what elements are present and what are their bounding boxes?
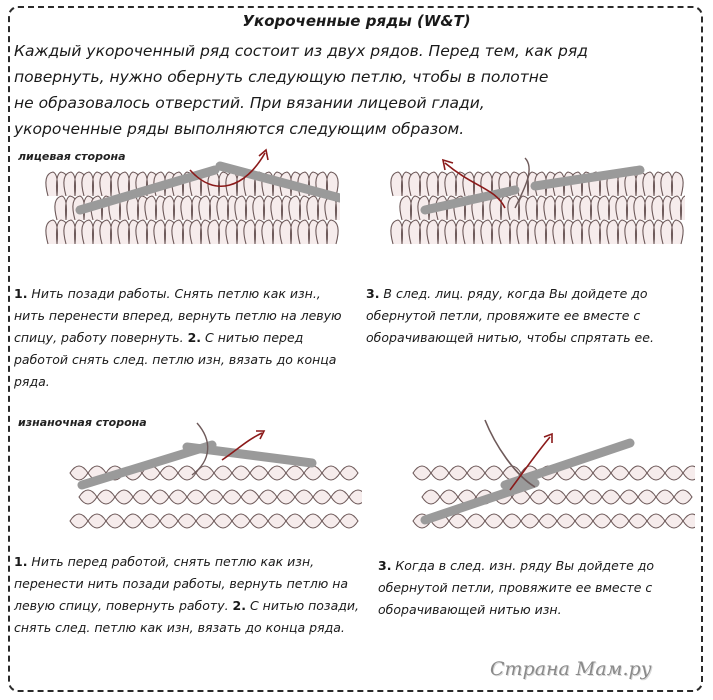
- stitch-loop: [169, 490, 187, 504]
- knit-step3-text: [366, 283, 696, 349]
- stitch-loop: [151, 490, 169, 504]
- purl-step3-text: [378, 555, 678, 621]
- stitch-loop: [286, 514, 304, 528]
- stitch-loop: [331, 490, 349, 504]
- stitch-loop: [485, 514, 503, 528]
- step-text: Когда в след. изн. ряду Вы дойдете до обернутой петли, провяжите ее вместе с оборачивающей нитью изн.: [378, 558, 655, 617]
- stitch-loop: [196, 514, 214, 528]
- stitch-loop: [575, 514, 593, 528]
- stitch-loop: [340, 466, 358, 480]
- stitch-loop: [88, 514, 106, 528]
- stitch-loop: [647, 466, 665, 480]
- step-number: 2.: [232, 598, 246, 613]
- stitch-loop: [79, 490, 97, 504]
- stitch-loop: [593, 466, 611, 480]
- stitch-loop: [449, 514, 467, 528]
- stitch-loop: [178, 514, 196, 528]
- intro-line: Каждый укороченный ряд состоит из двух рядов. Перед тем, как ряд: [14, 42, 588, 60]
- stitch-loop: [313, 490, 331, 504]
- purl-fabric: [413, 466, 695, 528]
- intro-line: не образовалось отверстий. При вязании лицевой глади,: [14, 94, 485, 112]
- stitch-loop: [178, 466, 196, 480]
- page-title: Укороченные ряды (W&T): [242, 12, 471, 30]
- stitch-loop: [316, 220, 338, 244]
- stitch-loop: [431, 466, 449, 480]
- stitch-loop: [665, 514, 683, 528]
- stitch-loop: [124, 514, 142, 528]
- knit-step1-text: [14, 283, 344, 393]
- stitch-loop: [232, 466, 250, 480]
- stitch-loop: [467, 514, 485, 528]
- stitch-loop: [304, 466, 322, 480]
- stitch-loop: [602, 490, 620, 504]
- stitch-loop: [611, 466, 629, 480]
- stitch-loop: [629, 514, 647, 528]
- step-number: 2.: [187, 330, 202, 345]
- stitch-loop: [349, 490, 362, 504]
- knit-step3-illustration: [385, 148, 685, 276]
- stitch-loop: [133, 490, 151, 504]
- stitch-loop: [295, 490, 313, 504]
- purl-step1-text: [14, 551, 359, 639]
- stitch-loop: [467, 466, 485, 480]
- purl-step3-illustration: [405, 415, 695, 540]
- step-text: В след. лиц. ряду, когда Вы дойдете до обернутой петли, провяжите ее вместе с оборачивающей нитью, чтобы спрятать ее.: [366, 286, 654, 345]
- step-text: С нитью перед работой снять след. петлю изн, вязать до конца ряда.: [14, 330, 337, 389]
- stitch-loop: [638, 490, 656, 504]
- stitch-loop: [259, 490, 277, 504]
- stitch-loop: [70, 514, 88, 528]
- step-text: Нить позади работы. Снять петлю как изн., нить перенести вперед, вернуть петлю на левую спицу, работу повернуть.: [14, 286, 342, 345]
- knit-step1-illustration: [40, 148, 340, 276]
- step-number: 3.: [378, 558, 392, 573]
- purl-step1-illustration: [62, 415, 362, 540]
- stitch-loop: [413, 466, 431, 480]
- stitch-loop: [142, 514, 160, 528]
- stitch-loop: [521, 514, 539, 528]
- watermark-logo: Страна Мам.ру: [490, 658, 652, 680]
- step-text: Нить перед работой, снять петлю как изн, перенести нить позади работы, вернуть петлю на левую спицу, повернуть работу.: [14, 554, 349, 613]
- right-needle: [187, 447, 312, 463]
- step-number: 1.: [14, 286, 28, 301]
- stitch-loop: [584, 490, 602, 504]
- stitch-loop: [322, 514, 340, 528]
- stitch-loop: [214, 514, 232, 528]
- stitch-loop: [223, 490, 241, 504]
- purl-side-label: изнаночная сторона: [18, 416, 147, 429]
- stitch-loop: [656, 490, 674, 504]
- stitch-loop: [611, 514, 629, 528]
- stitch-loop: [539, 514, 557, 528]
- stitch-loop: [340, 514, 358, 528]
- stitch-loop: [232, 514, 250, 528]
- stitch-loop: [665, 466, 683, 480]
- stitch-loop: [97, 490, 115, 504]
- stitch-loop: [115, 490, 133, 504]
- step-number: 3.: [366, 286, 380, 301]
- stitch-loop: [268, 466, 286, 480]
- stitch-loop: [683, 514, 695, 528]
- intro-line: укороченные ряды выполняются следующим образом.: [14, 120, 465, 138]
- stitch-loop: [160, 466, 178, 480]
- stitch-loop: [205, 490, 223, 504]
- stitch-loop: [661, 172, 683, 196]
- stitch-loop: [106, 514, 124, 528]
- stitch-loop: [485, 466, 503, 480]
- stitch-loop: [277, 490, 295, 504]
- stitch-loop: [286, 466, 304, 480]
- stitch-loop: [322, 466, 340, 480]
- intro-line: повернуть, нужно обернуть следующую петлю, чтобы в полотне: [14, 68, 549, 86]
- stitch-loop: [214, 466, 232, 480]
- stitch-loop: [530, 490, 548, 504]
- step-number: 1.: [14, 554, 28, 569]
- stitch-loop: [620, 490, 638, 504]
- step-text: С нитью позади, снять след. петлю как изн, вязать до конца ряда.: [14, 598, 359, 635]
- knit-side-label: лицевая сторона: [18, 150, 126, 163]
- stitch-loop: [70, 466, 88, 480]
- stitch-loop: [503, 514, 521, 528]
- stitch-loop: [674, 490, 692, 504]
- stitch-loop: [593, 514, 611, 528]
- stitch-loop: [683, 466, 695, 480]
- stitch-loop: [241, 490, 259, 504]
- stitch-loop: [422, 490, 440, 504]
- stitch-loop: [250, 466, 268, 480]
- stitch-loop: [548, 490, 566, 504]
- stitch-loop: [160, 514, 178, 528]
- stitch-loop: [670, 196, 685, 220]
- stitch-loop: [268, 514, 286, 528]
- stitch-loop: [557, 514, 575, 528]
- stitch-loop: [304, 514, 322, 528]
- stitch-loop: [449, 466, 467, 480]
- stitch-loop: [566, 490, 584, 504]
- stitch-loop: [187, 490, 205, 504]
- stitch-loop: [250, 514, 268, 528]
- stitch-loop: [661, 220, 683, 244]
- stitch-loop: [440, 490, 458, 504]
- intro-text: [14, 38, 694, 142]
- stitch-loop: [575, 466, 593, 480]
- stitch-loop: [629, 466, 647, 480]
- stitch-loop: [647, 514, 665, 528]
